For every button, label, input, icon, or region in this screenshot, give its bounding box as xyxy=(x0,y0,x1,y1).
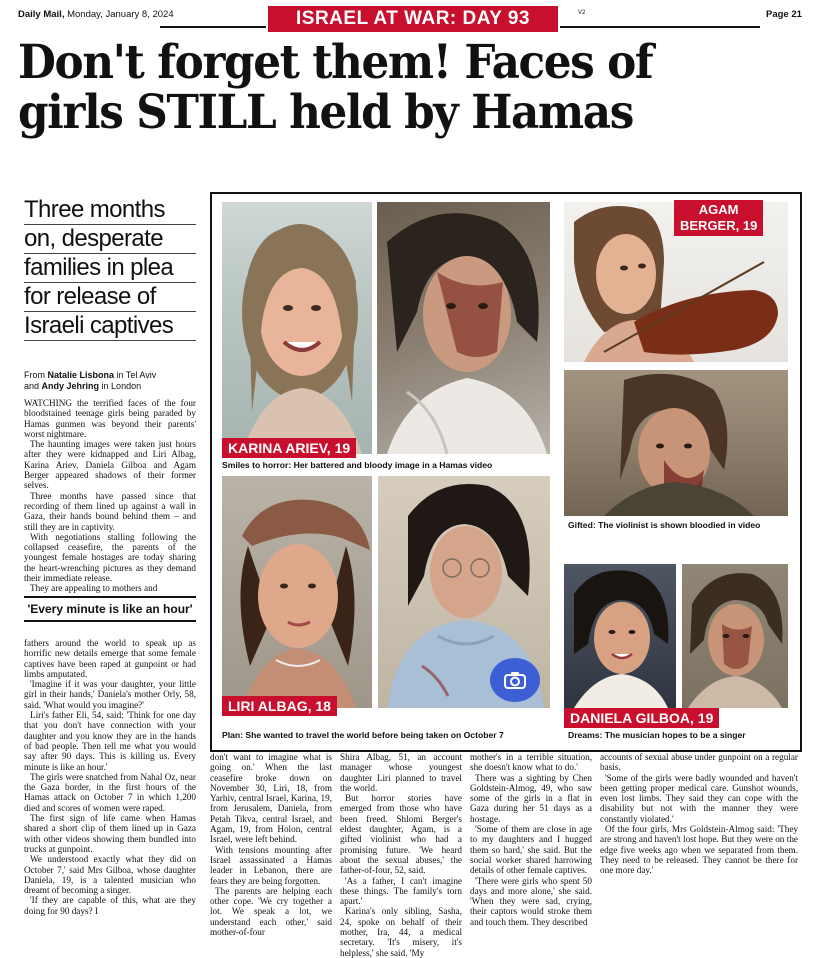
portrait-smiling-icon xyxy=(222,202,372,454)
body-paragraph: Shira Albag, 51, an account manager whose youngest daughter Liri planned to travel the world. xyxy=(340,752,462,793)
body-paragraph: 'As a father, I can't imagine these things. The family's torn apart.' xyxy=(340,875,462,907)
byline-prefix: and xyxy=(24,381,42,391)
body-paragraph: The first sign of life came when Hamas shared a short clip of them lined up in Gaza with other videos showing them bundled into trucks at gunpoint. xyxy=(24,813,196,854)
photo-liri-smiling xyxy=(222,476,372,708)
portrait-smiling-icon xyxy=(564,564,676,708)
body-paragraph: With tensions mounting after Israel assassinated a Hamas leader in Lebanon, there are fears they are being forgotten. xyxy=(210,844,332,886)
standfirst-line: on, desperate xyxy=(24,225,196,254)
body-paragraph: 'If they are capable of this, what are they doing for 90 days? I xyxy=(24,895,196,916)
pull-quote: 'Every minute is like an hour' xyxy=(24,596,196,622)
photo-liri-hoodie xyxy=(378,476,550,708)
body-paragraph: Of the four girls, Mrs Goldstein-Almog said: 'They are strong and haven't lost hope. But they were on the edge five weeks ago when we separated from them. They need to be released. They cannot be there for one more day.' xyxy=(600,824,798,876)
nameplate-agam xyxy=(674,200,763,236)
body-paragraph: The girls were snatched from Nahal Oz, near the Gaza border, in the first hours of the Hamas attack on October 7 in which 1,200 died and scores of women were raped. xyxy=(24,771,196,813)
headline-line-2: girls STILL held by Hamas xyxy=(18,85,633,140)
body-paragraph: The parents are helping each other cope. 'We cry together a lot. We speak a lot, we understand each other,' said mother-of-four xyxy=(210,885,332,938)
body-paragraph: accounts of sexual abuse under gunpoint on a regular basis. xyxy=(600,752,798,773)
portrait-bloodied-icon xyxy=(377,202,550,454)
body-paragraph: With negotiations stalling following the collapsed ceasefire, the parents of the youngest female hostages are today sharing the heart-wrenching pictures as they demand their immediate release. xyxy=(24,531,196,584)
byline-author: Natalie Lisbona xyxy=(47,370,115,380)
photo-karina-bloodied xyxy=(377,202,550,454)
headline-line-1: Don't forget them! Faces of xyxy=(18,35,653,90)
body-paragraph: Liri's father Eli, 54, said: 'Think for one day that you don't have connection with your daughter and you know they are in the hands of bad people. Then tell me what you would say after 90 days. This is killing us. Every minute is like an hour.' xyxy=(24,710,196,772)
body-paragraph: Karina's only sibling, Sasha, 24, spoke on behalf of their mother, Ira, 44, a medical secretary. 'It's misery, it's helpless,' she said. 'My xyxy=(340,906,462,958)
byline-author: Andy Jehring xyxy=(41,381,100,391)
portrait-bloodied-icon xyxy=(682,564,788,708)
caption-karina: Smiles to horror: Her battered and bloody image in a Hamas video xyxy=(222,460,493,470)
standfirst-line: Israeli captives xyxy=(24,312,196,341)
body-paragraph: 'Some of them are close in age to my daughters and I hugged them so hard,' she said. But the social worker shared harrowing details of other female captives. xyxy=(470,824,592,876)
byline-location: in London xyxy=(99,381,142,391)
body-paragraph: fathers around the world to speak up as horrific new details emerge that some female captives have been raped at gunpoint or had limbs amputated. xyxy=(24,638,196,679)
body-paragraph: But horror stories have emerged from those who have been freed. Shlomi Berger's eldest daughter, Agam, is a gifted violinist who had a promising future. 'We heard about the sexual abuses,' the father-of-four, 52, said. xyxy=(340,793,462,876)
byline-prefix: From xyxy=(24,370,48,380)
headline xyxy=(18,35,762,140)
bottom-column-3 xyxy=(470,752,592,927)
photo-daniela-bloodied xyxy=(682,564,788,708)
section-banner: ISRAEL AT WAR: DAY 93 xyxy=(268,6,558,32)
standfirst xyxy=(24,196,196,341)
masthead-rule-right xyxy=(560,26,760,28)
bottom-column-4 xyxy=(600,752,798,876)
body-paragraph: 'There were girls who spent 50 days and more alone,' she said. 'When they were sad, crying, their captors would stroke them and touch them. They described xyxy=(470,875,592,927)
intro-column xyxy=(24,398,196,594)
bottom-column-1 xyxy=(210,752,332,937)
body-paragraph: mother's in a terrible situation, she doesn't know what to do.' xyxy=(470,752,592,773)
body-paragraph: They are appealing to mothers and xyxy=(30,583,158,594)
camera-icon[interactable] xyxy=(490,658,540,702)
photo-daniela-smiling xyxy=(564,564,676,708)
nameplate-agam-line: BERGER, 19 xyxy=(680,218,758,233)
body-paragraph: We understood exactly what they did on October 7,' said Mrs Gilboa, whose daughter Daniela, 19, is a talented musician who dreamt of becoming a singer. xyxy=(24,854,196,896)
nameplate-agam-line: AGAM xyxy=(698,202,739,217)
standfirst-line: families in plea xyxy=(24,254,196,283)
body-paragraph: Three months have passed since that recording of them lined up against a wall in Gaza, their hands bound behind them – and still they are in captivity. xyxy=(24,490,196,532)
body-paragraph: WATCHING the terrified faces of the four bloodstained teenage girls being paraded by Hamas gunmen was beyond their parents' worst nightmare. xyxy=(24,398,196,439)
edition-mark: V2 xyxy=(578,10,586,16)
standfirst-line: for release of xyxy=(24,283,196,312)
nameplate-liri: LIRI ALBAG, 18 xyxy=(222,696,337,716)
body-paragraph: There was a sighting by Chen Goldstein-Almog, 49, who saw some of the girls in a flat in Gaza during her 51 days as a hostage. xyxy=(470,772,592,824)
body-paragraph: 'Imagine if it was your daughter, your little girl in their hands,' Daniela's mother Orly, 58, said. 'What would you imagine?' xyxy=(24,679,196,710)
body-paragraph: don't want to imagine what is going on.' When the last ceasefire broke down on November 30, Liri, 18, from Yarhiv, central Israel, Karina, 19, from Jerusalem, Daniela, from Petah Tikva, central Israel, and Agam, 19, from Holon, central Israel, were left behind. xyxy=(210,752,332,845)
caption-daniela: Dreams: The musician hopes to be a singer xyxy=(568,730,746,740)
portrait-bloodied-icon xyxy=(564,370,788,516)
photo-collage xyxy=(210,192,802,752)
lower-left-column xyxy=(24,638,196,916)
masthead-paper-date: Daily Mail, Monday, January 8, 2024 xyxy=(18,9,174,20)
body-paragraph: 'Some of the girls were badly wounded and haven't been getting proper medical care. Gunshot wounds, even lost limbs. They said they can cope with the disability but not with the manner they were constantly violated.' xyxy=(600,772,798,824)
body-paragraph: The haunting images were taken just hours after they were kidnapped and Liri Albag, Karina Ariev, Daniela Gilboa and Agam Berger appeared shadows of their former selves. xyxy=(24,439,196,491)
photo-agam-bloodied xyxy=(564,370,788,516)
masthead-rule-left xyxy=(160,26,266,28)
caption-liri: Plan: She wanted to travel the world before being taken on October 7 xyxy=(222,730,504,740)
byline-location: in Tel Aviv xyxy=(114,370,157,380)
nameplate-daniela: DANIELA GILBOA, 19 xyxy=(564,708,719,728)
photo-karina-smiling xyxy=(222,202,372,454)
nameplate-karina: KARINA ARIEV, 19 xyxy=(222,438,356,458)
bottom-column-2 xyxy=(340,752,462,958)
caption-agam: Gifted: The violinist is shown bloodied in video xyxy=(568,520,761,530)
byline xyxy=(24,370,196,392)
standfirst-line: Three months xyxy=(24,196,196,225)
page-number: Page 21 xyxy=(766,9,802,20)
portrait-cap-icon xyxy=(222,476,372,708)
